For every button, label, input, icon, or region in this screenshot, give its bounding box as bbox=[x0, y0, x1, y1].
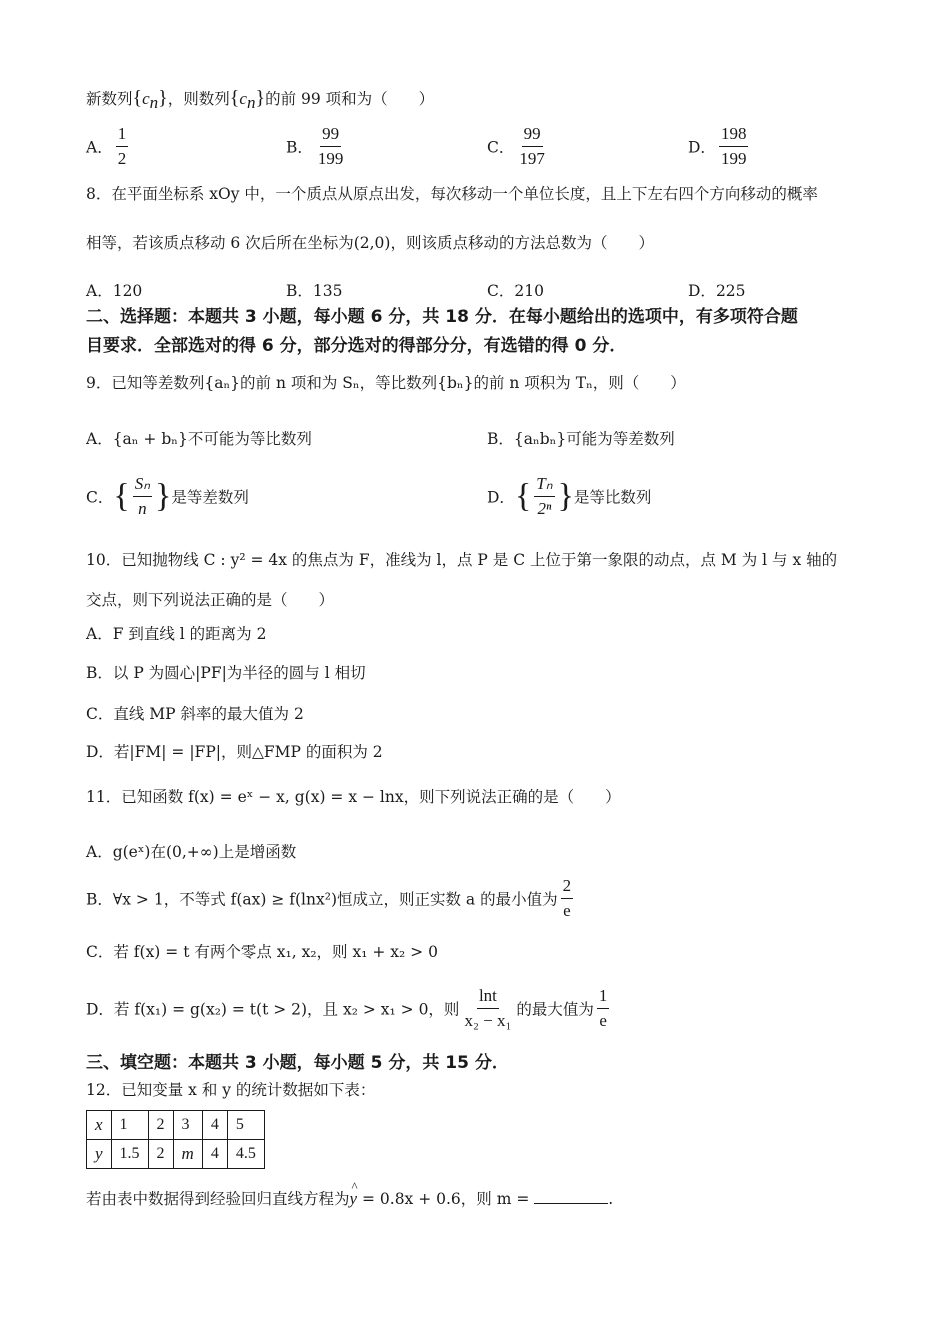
table-cell: 2 bbox=[148, 1111, 173, 1140]
q10-option-b[interactable]: B．以 P 为圆心|PF|为半径的圆与 l 相切 bbox=[86, 664, 366, 682]
y-hat-symbol: ^ y bbox=[350, 1190, 358, 1207]
q8-option-d[interactable]: D．225 bbox=[688, 282, 746, 300]
q7-option-a[interactable]: A． $\frac{1}{2}$ bbox=[86, 124, 127, 168]
q7-option-b[interactable]: B． $\frac{99}{199}$ bbox=[286, 124, 344, 168]
q11-option-c[interactable]: C．若 f(x) = t 有两个零点 x₁, x₂，则 x₁ + x₂ > 0 bbox=[86, 943, 438, 961]
q10-option-a[interactable]: A．F 到直线 l 的距离为 2 bbox=[86, 625, 267, 643]
q11-stem: 11．已知函数 f(x) = eˣ − x, g(x) = x − lnx，则下列说法正确的是（ ） bbox=[86, 788, 621, 806]
q10-stem-line2: 交点，则下列说法正确的是（ ） bbox=[86, 591, 335, 609]
table-cell: 1 bbox=[111, 1111, 148, 1140]
q10-stem-line1: 10．已知抛物线 C : y² = 4x 的焦点为 F，准线为 l，点 P 是 C 上位于第一象限的动点，点 M 为 l 与 x 轴的 bbox=[86, 551, 838, 569]
q7-option-c[interactable]: C． $\frac{99}{197}$ bbox=[487, 124, 545, 168]
table-cell: 1.5 bbox=[111, 1140, 148, 1169]
q8-option-b[interactable]: B．135 bbox=[286, 282, 343, 300]
q9-stem: 9．已知等差数列{aₙ}的前 n 项和为 Sₙ，等比数列{bₙ}的前 n 项积为 Tₙ，则（ ） bbox=[86, 374, 686, 392]
table-cell: m bbox=[173, 1140, 202, 1169]
q8-stem-line1: 8．在平面坐标系 xOy 中，一个质点从原点出发，每次移动一个单位长度，且上下左右四个方向移动的概率 bbox=[86, 185, 818, 203]
section2-heading-line1: 二、选择题：本题共 3 小题，每小题 6 分，共 18 分．在每小题给出的选项中，有多项符合题 bbox=[86, 307, 798, 327]
q10-option-d[interactable]: D．若|FM| = |FP|，则△FMP 的面积为 2 bbox=[86, 743, 383, 761]
table-cell: 2 bbox=[148, 1140, 173, 1169]
q7-option-d[interactable]: D． $\frac{198}{199}$ bbox=[688, 124, 747, 168]
q10-option-c[interactable]: C．直线 MP 斜率的最大值为 2 bbox=[86, 705, 304, 723]
q11-option-d[interactable]: D．若 f(x₁) = g(x₂) = t(t > 2)，且 x₂ > x₁ > 0，则 $\frac{\ln t}{\text{x₂ − x₁}}$ 的最大值为 $\frac{1}{e}$ bbox=[86, 986, 608, 1030]
table-cell: y bbox=[87, 1140, 112, 1169]
q8-option-c[interactable]: C．210 bbox=[487, 282, 544, 300]
q9-option-b[interactable]: B．{aₙbₙ}可能为等差数列 bbox=[487, 430, 675, 448]
table-cell: 5 bbox=[227, 1111, 264, 1140]
stat-table bbox=[86, 1110, 265, 1169]
q8-option-a[interactable]: A．120 bbox=[86, 282, 143, 300]
table-cell: 3 bbox=[173, 1111, 202, 1140]
q11-option-b[interactable]: B．∀x > 1，不等式 f(ax) ≥ f(lnx²)恒成立，则正实数 a 的最小值为 $\frac{2}{e}$ bbox=[86, 876, 572, 920]
q12-question: 若由表中数据得到经验回归直线方程为^ y = 0.8x + 0.6，则 m = . bbox=[86, 1189, 613, 1208]
q7-stem: 新数列$\{c_n\}$，则数列$\{c_n\}$的前 99 项和为（ ） bbox=[86, 87, 435, 113]
table-cell: 4 bbox=[202, 1140, 227, 1169]
q11-option-a[interactable]: A．g(eˣ)在(0,+∞)上是增函数 bbox=[86, 843, 297, 861]
table-cell: 4 bbox=[202, 1111, 227, 1140]
q9-option-c[interactable]: C．{ $\frac{\text{Sₙ}}{n}$ }是等差数列 bbox=[86, 474, 249, 518]
answer-blank[interactable] bbox=[534, 1189, 608, 1204]
table-cell: 4.5 bbox=[227, 1140, 264, 1169]
table-row bbox=[87, 1140, 265, 1169]
q9-option-a[interactable]: A．{aₙ + bₙ}不可能为等比数列 bbox=[86, 430, 312, 448]
table-row bbox=[87, 1111, 265, 1140]
section3-heading: 三、填空题：本题共 3 小题，每小题 5 分，共 15 分． bbox=[86, 1053, 509, 1073]
q12-stem: 12．已知变量 x 和 y 的统计数据如下表： bbox=[86, 1081, 376, 1099]
section2-heading-line2: 目要求．全部选对的得 6 分，部分选对的得部分分，有选错的得 0 分． bbox=[86, 336, 627, 356]
table-cell: x bbox=[87, 1111, 112, 1140]
q8-stem-line2: 相等，若该质点移动 6 次后所在坐标为(2,0)，则该质点移动的方法总数为（ ） bbox=[86, 234, 654, 252]
q9-option-d[interactable]: D．{ $\frac{\text{Tₙ}}{\text{2ⁿ}}$ }是等比数列 bbox=[487, 474, 652, 518]
